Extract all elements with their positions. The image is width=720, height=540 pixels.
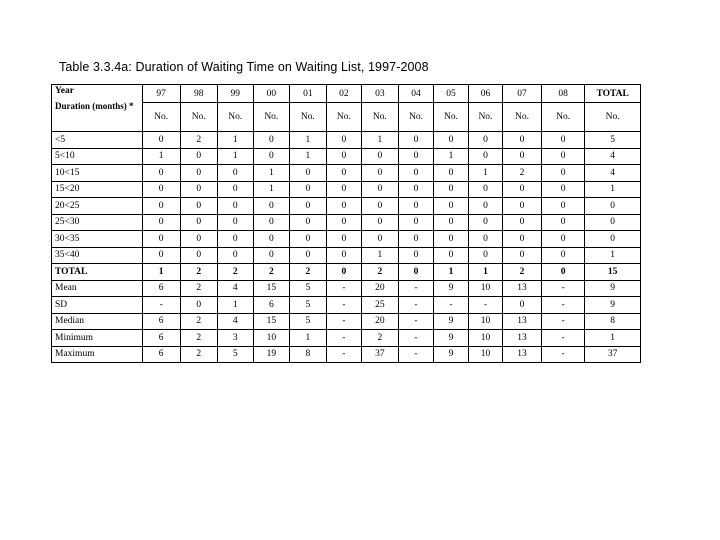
table-cell: 0 bbox=[326, 231, 361, 248]
row-label: 20<25 bbox=[52, 198, 143, 215]
table-cell: 10 bbox=[468, 346, 502, 363]
table-cell: 0 bbox=[289, 198, 326, 215]
table-cell: 9 bbox=[433, 346, 468, 363]
table-cell: 1 bbox=[468, 165, 502, 182]
table-cell: 0 bbox=[142, 247, 180, 264]
table-cell: 1 bbox=[253, 165, 289, 182]
table-cell: 1 bbox=[433, 264, 468, 281]
table-cell: - bbox=[326, 297, 361, 314]
year-header: 08 bbox=[542, 85, 585, 103]
table-row bbox=[52, 214, 641, 231]
table-cell: 1 bbox=[217, 132, 253, 149]
unit-header: No. bbox=[398, 103, 433, 132]
table-cell: 0 bbox=[542, 231, 585, 248]
table-cell: 5 bbox=[585, 132, 641, 149]
table-cell: 13 bbox=[502, 280, 541, 297]
table-cell: - bbox=[542, 297, 585, 314]
table-cell: 0 bbox=[180, 297, 217, 314]
table-cell: 0 bbox=[542, 198, 585, 215]
row-label: 15<20 bbox=[52, 181, 143, 198]
table-cell: 0 bbox=[142, 132, 180, 149]
table-row bbox=[52, 165, 641, 182]
table-cell: 0 bbox=[289, 231, 326, 248]
table-cell: 0 bbox=[326, 214, 361, 231]
unit-header: No. bbox=[433, 103, 468, 132]
table-cell: 10 bbox=[468, 280, 502, 297]
table-cell: 0 bbox=[585, 198, 641, 215]
table-cell: 0 bbox=[468, 181, 502, 198]
table-cell: 4 bbox=[585, 148, 641, 165]
table-cell: 0 bbox=[217, 214, 253, 231]
table-cell: 5 bbox=[217, 346, 253, 363]
table-cell: - bbox=[542, 330, 585, 347]
table-cell: 4 bbox=[585, 165, 641, 182]
table-cell: - bbox=[326, 330, 361, 347]
table-cell: 0 bbox=[502, 148, 541, 165]
table-row bbox=[52, 181, 641, 198]
table-cell: 5 bbox=[289, 280, 326, 297]
table-cell: 0 bbox=[253, 132, 289, 149]
table-cell: - bbox=[398, 330, 433, 347]
table-cell: 1 bbox=[289, 148, 326, 165]
unit-header: No. bbox=[253, 103, 289, 132]
table-cell: 5 bbox=[289, 313, 326, 330]
table-cell: 1 bbox=[433, 148, 468, 165]
year-header: 01 bbox=[289, 85, 326, 103]
table-cell: 0 bbox=[433, 214, 468, 231]
table-cell: 2 bbox=[253, 264, 289, 281]
table-cell: 0 bbox=[468, 198, 502, 215]
table-cell: 0 bbox=[502, 181, 541, 198]
table-cell: 0 bbox=[253, 148, 289, 165]
row-label: Mean bbox=[52, 280, 143, 297]
table-cell: 10 bbox=[468, 313, 502, 330]
row-label: Maximum bbox=[52, 346, 143, 363]
unit-header: No. bbox=[217, 103, 253, 132]
table-cell: 0 bbox=[542, 165, 585, 182]
table-cell: 0 bbox=[180, 148, 217, 165]
table-cell: - bbox=[398, 313, 433, 330]
year-header: 04 bbox=[398, 85, 433, 103]
year-header: 02 bbox=[326, 85, 361, 103]
table-cell: 0 bbox=[502, 297, 541, 314]
table-cell: 20 bbox=[361, 313, 398, 330]
table-cell: 0 bbox=[142, 198, 180, 215]
table-body bbox=[52, 85, 641, 363]
table-cell: 4 bbox=[217, 313, 253, 330]
table-cell: 0 bbox=[502, 231, 541, 248]
table-cell: 1 bbox=[142, 264, 180, 281]
table-cell: 25 bbox=[361, 297, 398, 314]
table-cell: 0 bbox=[468, 247, 502, 264]
year-header: 99 bbox=[217, 85, 253, 103]
table-cell: 15 bbox=[253, 280, 289, 297]
table-cell: 0 bbox=[326, 198, 361, 215]
table-cell: 1 bbox=[585, 330, 641, 347]
duration-label: Duration (months) * bbox=[55, 101, 134, 111]
table-cell: - bbox=[542, 280, 585, 297]
table-cell: 2 bbox=[180, 132, 217, 149]
table-cell: 0 bbox=[542, 148, 585, 165]
table-cell: 8 bbox=[585, 313, 641, 330]
table-cell: 1 bbox=[585, 181, 641, 198]
table-cell: 1 bbox=[289, 330, 326, 347]
table-cell: 0 bbox=[468, 214, 502, 231]
row-label: 10<15 bbox=[52, 165, 143, 182]
table-cell: 0 bbox=[180, 165, 217, 182]
table-cell: 15 bbox=[253, 313, 289, 330]
row-label: 35<40 bbox=[52, 247, 143, 264]
table-cell: 0 bbox=[585, 214, 641, 231]
table-cell: 0 bbox=[433, 132, 468, 149]
table-cell: 8 bbox=[289, 346, 326, 363]
table-cell: 0 bbox=[468, 148, 502, 165]
table-cell: 2 bbox=[361, 264, 398, 281]
table-cell: 0 bbox=[398, 214, 433, 231]
table-cell: 3 bbox=[217, 330, 253, 347]
table-cell: - bbox=[326, 313, 361, 330]
table-cell: 6 bbox=[253, 297, 289, 314]
unit-header: No. bbox=[585, 103, 641, 132]
table-cell: 2 bbox=[361, 330, 398, 347]
table-cell: - bbox=[398, 346, 433, 363]
table-cell: 0 bbox=[326, 165, 361, 182]
table-cell: - bbox=[326, 280, 361, 297]
table-row bbox=[52, 231, 641, 248]
table-row bbox=[52, 264, 641, 281]
unit-header: No. bbox=[326, 103, 361, 132]
table-row bbox=[52, 148, 641, 165]
table-row bbox=[52, 132, 641, 149]
table-cell: 0 bbox=[585, 231, 641, 248]
table-row bbox=[52, 297, 641, 314]
table-cell: 0 bbox=[542, 181, 585, 198]
table-cell: 0 bbox=[326, 148, 361, 165]
table-cell: 1 bbox=[217, 297, 253, 314]
table-cell: 0 bbox=[433, 247, 468, 264]
table-cell: 13 bbox=[502, 330, 541, 347]
table-row bbox=[52, 198, 641, 215]
table-cell: - bbox=[398, 280, 433, 297]
row-label: <5 bbox=[52, 132, 143, 149]
table-cell: 0 bbox=[326, 181, 361, 198]
row-header-cell bbox=[52, 85, 143, 132]
table-cell: 0 bbox=[542, 132, 585, 149]
table-row bbox=[52, 280, 641, 297]
table-cell: 1 bbox=[468, 264, 502, 281]
table-cell: 0 bbox=[502, 132, 541, 149]
table-cell: 0 bbox=[326, 132, 361, 149]
table-cell: 1 bbox=[289, 132, 326, 149]
table-cell: 0 bbox=[361, 198, 398, 215]
table-cell: 0 bbox=[142, 181, 180, 198]
table-cell: 6 bbox=[142, 313, 180, 330]
unit-header: No. bbox=[180, 103, 217, 132]
table-cell: 0 bbox=[398, 148, 433, 165]
table-cell: 0 bbox=[542, 264, 585, 281]
year-header: 06 bbox=[468, 85, 502, 103]
table-cell: 0 bbox=[398, 247, 433, 264]
table-cell: - bbox=[326, 346, 361, 363]
table-cell: 0 bbox=[361, 214, 398, 231]
table-cell: 0 bbox=[217, 165, 253, 182]
table-cell: 6 bbox=[142, 346, 180, 363]
table-cell: 2 bbox=[180, 280, 217, 297]
unit-header: No. bbox=[502, 103, 541, 132]
table-cell: - bbox=[542, 346, 585, 363]
table-cell: 0 bbox=[398, 132, 433, 149]
waiting-time-table bbox=[51, 84, 641, 363]
table-cell: 0 bbox=[326, 264, 361, 281]
table-cell: 0 bbox=[289, 247, 326, 264]
table-title: Table 3.3.4a: Duration of Waiting Time on Waiting List, 1997-2008 bbox=[59, 60, 429, 74]
table-cell: 0 bbox=[433, 181, 468, 198]
unit-header: No. bbox=[468, 103, 502, 132]
table-cell: - bbox=[468, 297, 502, 314]
table-cell: 9 bbox=[433, 280, 468, 297]
table-cell: 0 bbox=[468, 132, 502, 149]
table-cell: 1 bbox=[585, 247, 641, 264]
row-label: TOTAL bbox=[52, 264, 143, 281]
table-row bbox=[52, 346, 641, 363]
table-cell: 0 bbox=[433, 231, 468, 248]
table-cell: 19 bbox=[253, 346, 289, 363]
table-cell: 0 bbox=[217, 247, 253, 264]
table-cell: 0 bbox=[180, 247, 217, 264]
row-label: Minimum bbox=[52, 330, 143, 347]
table-cell: 0 bbox=[398, 181, 433, 198]
table-cell: 10 bbox=[253, 330, 289, 347]
table-cell: 0 bbox=[217, 198, 253, 215]
table-cell: 2 bbox=[180, 346, 217, 363]
table-cell: 10 bbox=[468, 330, 502, 347]
table-cell: 0 bbox=[361, 148, 398, 165]
table-row bbox=[52, 330, 641, 347]
table-cell: - bbox=[433, 297, 468, 314]
year-header: 98 bbox=[180, 85, 217, 103]
table-cell: 0 bbox=[180, 181, 217, 198]
year-header: 97 bbox=[142, 85, 180, 103]
year-header: 05 bbox=[433, 85, 468, 103]
table-cell: 13 bbox=[502, 313, 541, 330]
table-cell: 0 bbox=[502, 214, 541, 231]
table-cell: 6 bbox=[142, 280, 180, 297]
table-cell: 0 bbox=[142, 165, 180, 182]
table-cell: 0 bbox=[398, 231, 433, 248]
table-cell: 0 bbox=[361, 231, 398, 248]
unit-header: No. bbox=[142, 103, 180, 132]
year-header: TOTAL bbox=[585, 85, 641, 103]
table-cell: 0 bbox=[142, 214, 180, 231]
table-cell: - bbox=[142, 297, 180, 314]
table-cell: 0 bbox=[253, 214, 289, 231]
table-cell: 0 bbox=[542, 214, 585, 231]
unit-header: No. bbox=[289, 103, 326, 132]
table-cell: 0 bbox=[398, 165, 433, 182]
table-cell: 0 bbox=[180, 214, 217, 231]
table-cell: 13 bbox=[502, 346, 541, 363]
table-cell: 20 bbox=[361, 280, 398, 297]
table-cell: 37 bbox=[585, 346, 641, 363]
unit-header: No. bbox=[361, 103, 398, 132]
table-cell: 0 bbox=[217, 181, 253, 198]
table-cell: 0 bbox=[398, 264, 433, 281]
table-cell: 2 bbox=[180, 264, 217, 281]
table-cell: 9 bbox=[433, 330, 468, 347]
table-cell: 9 bbox=[585, 280, 641, 297]
table-cell: 2 bbox=[180, 330, 217, 347]
table-cell: 6 bbox=[142, 330, 180, 347]
table-cell: 0 bbox=[253, 198, 289, 215]
table-cell: 1 bbox=[253, 181, 289, 198]
table-row bbox=[52, 313, 641, 330]
table-cell: 0 bbox=[217, 231, 253, 248]
table-cell: 0 bbox=[289, 165, 326, 182]
row-label: 25<30 bbox=[52, 214, 143, 231]
table-cell: 37 bbox=[361, 346, 398, 363]
table-cell: 0 bbox=[361, 181, 398, 198]
table-cell: 1 bbox=[361, 132, 398, 149]
table-cell: 0 bbox=[180, 231, 217, 248]
table-cell: 0 bbox=[253, 247, 289, 264]
year-header: 00 bbox=[253, 85, 289, 103]
year-header: 07 bbox=[502, 85, 541, 103]
year-header-row bbox=[52, 85, 641, 103]
row-label: SD bbox=[52, 297, 143, 314]
table-cell: 15 bbox=[585, 264, 641, 281]
table-cell: 0 bbox=[433, 198, 468, 215]
table-cell: 2 bbox=[502, 264, 541, 281]
table-cell: 9 bbox=[585, 297, 641, 314]
table-cell: 0 bbox=[468, 231, 502, 248]
table-cell: 2 bbox=[502, 165, 541, 182]
table-cell: 5 bbox=[289, 297, 326, 314]
unit-header: No. bbox=[542, 103, 585, 132]
table-row bbox=[52, 247, 641, 264]
table-cell: 2 bbox=[180, 313, 217, 330]
table-cell: - bbox=[542, 313, 585, 330]
table-cell: 9 bbox=[433, 313, 468, 330]
table-cell: 1 bbox=[217, 148, 253, 165]
table-cell: 0 bbox=[142, 231, 180, 248]
table-cell: 1 bbox=[361, 247, 398, 264]
row-label: 30<35 bbox=[52, 231, 143, 248]
table-cell: 0 bbox=[289, 214, 326, 231]
table-cell: 0 bbox=[433, 165, 468, 182]
table-cell: 4 bbox=[217, 280, 253, 297]
table-cell: 0 bbox=[253, 231, 289, 248]
table-cell: - bbox=[398, 297, 433, 314]
table-cell: 0 bbox=[180, 198, 217, 215]
table-cell: 0 bbox=[326, 247, 361, 264]
year-label: Year bbox=[55, 86, 74, 96]
table-cell: 0 bbox=[542, 247, 585, 264]
table-cell: 2 bbox=[289, 264, 326, 281]
year-header: 03 bbox=[361, 85, 398, 103]
table-cell: 0 bbox=[502, 247, 541, 264]
row-label: Median bbox=[52, 313, 143, 330]
table-cell: 0 bbox=[361, 165, 398, 182]
table-cell: 0 bbox=[398, 198, 433, 215]
table-cell: 0 bbox=[502, 198, 541, 215]
table-cell: 1 bbox=[142, 148, 180, 165]
table-cell: 2 bbox=[217, 264, 253, 281]
table-cell: 0 bbox=[289, 181, 326, 198]
row-label: 5<10 bbox=[52, 148, 143, 165]
